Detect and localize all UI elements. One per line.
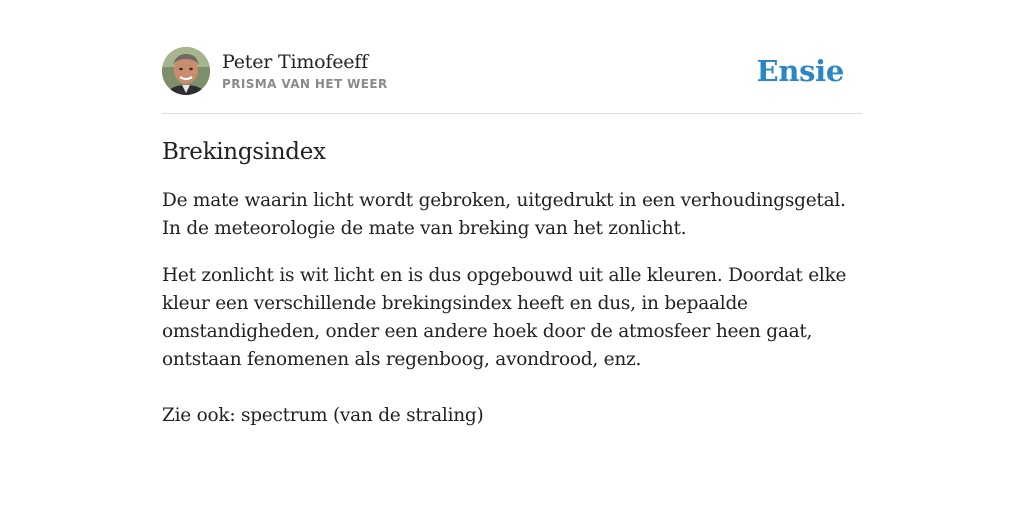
- brand-logo[interactable]: Ensie: [756, 54, 844, 88]
- entry-card: [162, 46, 862, 430]
- author-photo-icon: [162, 47, 210, 95]
- author-block: [222, 51, 388, 92]
- author-name[interactable]: Peter Timofeeff: [222, 50, 368, 73]
- entry-paragraph: De mate waarin licht wordt gebroken, uitgedrukt in een verhoudingsgetal. In de meteorologie de mate van breking van het zonlicht.: [162, 190, 846, 239]
- header-divider: [162, 113, 862, 114]
- see-also-link[interactable]: spectrum (van de straling): [240, 405, 484, 426]
- entry-header: [162, 46, 862, 96]
- author-avatar[interactable]: [162, 47, 210, 95]
- entry-title: Brekingsindex: [162, 139, 326, 165]
- author-subtitle[interactable]: PRISMA VAN HET WEER: [222, 76, 388, 91]
- see-also-label: Zie ook:: [162, 405, 241, 426]
- entry-paragraph: Het zonlicht is wit licht en is dus opgebouwd uit alle kleuren. Doordat elke kleur een verschillende brekingsindex heeft en dus, in bepaalde omstandigheden, onder een andere hoek door de atmosfeer heen gaat, ontstaan fenomenen als regenboog, avondrood, enz.: [162, 265, 847, 370]
- see-also: [162, 402, 862, 430]
